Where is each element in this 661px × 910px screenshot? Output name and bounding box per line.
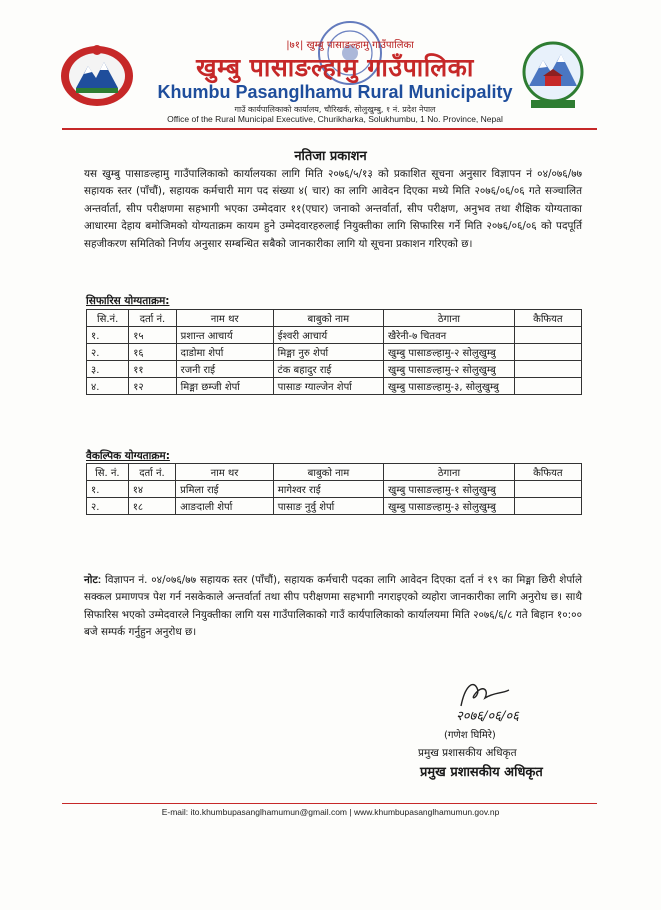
col-sn: सि.नं. bbox=[87, 310, 129, 327]
signatory-stamp: प्रमुख प्रशासकीय अधिकृत bbox=[420, 765, 543, 780]
cell-name: प्रमिला राई bbox=[176, 481, 274, 498]
col-reg: दर्ता नं. bbox=[128, 464, 175, 481]
col-name: नाम थर bbox=[176, 464, 274, 481]
cell-reg: १४ bbox=[128, 481, 175, 498]
notice-body: यस खुम्बु पासाङल्हामु गाउँपालिकाको कार्यालयका लागि मिति २०७६/५/१३ को प्रकाशित सूचना अनुसार विज्ञापन नं ०४/०७६/७७ सहायक स्तर (पाँचौं), सहायक कर्मचारी माग पद संख्या ४( चार) का लागि आवेदन दिएका मध्ये मिति २०७६/०६/०६ गते सञ्चालित अन्तर्वार्ता, सीप परीक्षणमा सहभागी भएका उम्मेदवार ११(एघार) जनाको अन्तर्वार्ता, सीप परीक्षण, अनुभव तथा शैक्षिक योग्यताका आधारमा देहाय बमोजिमको योग्यताक्रम कायम हुने उम्मेदवारहरुलाई नियुक्तीका लागि सिफारिस गर्ने मिति २०७६/०६/०६ को पदपूर्ति सहजीकरण समितिको निर्णय अनुसार सम्बन्धित सबैको जानकारीका लागि यो सूचना प्रकाशन गरिएको छ। bbox=[84, 168, 582, 250]
header-rule bbox=[62, 128, 597, 130]
cell-reg: ११ bbox=[129, 361, 176, 378]
cell-name: आङदाली शेर्पा bbox=[176, 498, 274, 515]
table-row bbox=[87, 498, 582, 515]
cell-sn: २. bbox=[87, 498, 129, 515]
cell-father: मागेश्वर राई bbox=[273, 481, 383, 498]
col-reg: दर्ता नं. bbox=[129, 310, 176, 327]
cell-address: खुम्बु पासाङल्हामु-३ सोलुखुम्बु bbox=[384, 498, 515, 515]
signature-date: २०७६/०६/०६ bbox=[456, 709, 519, 724]
cell-remarks bbox=[514, 498, 581, 515]
footer-contact: E-mail: ito.khumbupasanglhamumun@gmail.com | www.khumbupasanglhamumun.gov.np bbox=[161, 807, 500, 817]
recommended-label: सिफारिस योग्यताक्रम: bbox=[86, 295, 170, 307]
cell-reg: १८ bbox=[128, 498, 175, 515]
signatory-title: प्रमुख प्रशासकीय अधिकृत bbox=[418, 747, 517, 759]
cell-father: ईश्वरी आचार्य bbox=[273, 327, 383, 344]
table-header-row bbox=[87, 464, 582, 481]
header-top-line: |७१| खुम्बु पासाङल्हामु गाउँपालिका bbox=[286, 40, 414, 51]
cell-sn: १. bbox=[87, 481, 129, 498]
col-father: बाबुको नाम bbox=[273, 464, 383, 481]
table-header-row bbox=[87, 310, 582, 327]
footer-rule bbox=[62, 803, 597, 804]
col-address: ठेगाना bbox=[384, 464, 515, 481]
cell-reg: १२ bbox=[129, 378, 176, 395]
note-label: नोट: bbox=[84, 575, 102, 586]
table-row bbox=[87, 361, 582, 378]
municipality-name-nepali: खुम्बु पासाङल्हामु गाउँपालिका bbox=[196, 53, 474, 82]
cell-address: खैरेनी-७ चितवन bbox=[384, 327, 515, 344]
cell-sn: ४. bbox=[87, 378, 129, 395]
table-row bbox=[87, 378, 582, 395]
address-nepali: गाउँ कार्यपालिकाको कार्यालय, चौरिखर्क, सोलुखुम्बु, १ नं. प्रदेश नेपाल bbox=[234, 105, 436, 114]
cell-address: खुम्बु पासाङल्हामु-२ सोलुखुम्बु bbox=[384, 344, 515, 361]
col-remarks: कैफियत bbox=[514, 310, 581, 327]
alternate-label: वैकल्पिक योग्यताक्रम: bbox=[86, 450, 170, 462]
cell-name: प्रशान्त आचार्य bbox=[176, 327, 273, 344]
notice-title: नतिजा प्रकाशन bbox=[294, 149, 367, 164]
col-name: नाम थर bbox=[176, 310, 273, 327]
table-row bbox=[87, 327, 582, 344]
cell-address: खुम्बु पासाङल्हामु-३, सोलुखुम्बु bbox=[384, 378, 515, 395]
alternate-table bbox=[86, 463, 582, 515]
recommended-table bbox=[86, 309, 582, 395]
cell-remarks bbox=[514, 481, 581, 498]
cell-name: दाडोमा शेर्पा bbox=[176, 344, 273, 361]
cell-sn: ३. bbox=[87, 361, 129, 378]
cell-reg: १६ bbox=[129, 344, 176, 361]
nepal-emblem-icon bbox=[58, 40, 136, 110]
cell-father: पासाङ ग्याल्जेन शेर्पा bbox=[273, 378, 383, 395]
note-text: विज्ञापन नं. ०४/०७६/७७ सहायक स्तर (पाँचौं), सहायक कर्मचारी पदका लागि आवेदन दिएका दर्ता नं १९ का मिङ्मा छिरी शेर्पाले सक्कल प्रमाणपत्र पेश गर्न नसकेकाले अन्तर्वार्ता तथा सीप परीक्षणमा सहभागी नगराइएको व्यहोरा जानकारीका लागि अनुरोध छ। साथै सिफारिस भएको उम्मेदवारले नियुक्तीका लागि यस गाउँपालिकाको गाउँ कार्यपालिकाको कार्यालयमा मिति २०७६/६/८ गते बिहान १०:०० बजे सम्पर्क गर्नुहुन अनुरोध छ। bbox=[84, 574, 582, 639]
signature-icon bbox=[455, 676, 515, 710]
municipality-logo-icon bbox=[521, 40, 585, 112]
cell-sn: २. bbox=[87, 344, 129, 361]
table-row bbox=[87, 481, 582, 498]
col-sn: सि. नं. bbox=[87, 464, 129, 481]
cell-address: खुम्बु पासाङल्हामु-२ सोलुखुम्बु bbox=[384, 361, 515, 378]
cell-father: टंक बहादुर राई bbox=[273, 361, 383, 378]
municipality-name-english: Khumbu Pasanglhamu Rural Municipality bbox=[157, 82, 513, 102]
cell-remarks bbox=[514, 344, 581, 361]
note-paragraph bbox=[84, 572, 582, 642]
cell-father: मिङ्मा नुरु शेर्पा bbox=[273, 344, 383, 361]
cell-remarks bbox=[514, 327, 581, 344]
cell-father: पासाङ नुर्वु शेर्पा bbox=[273, 498, 383, 515]
signatory-name: (गणेश घिमिरे) bbox=[444, 730, 496, 741]
cell-name: रजनी राई bbox=[176, 361, 273, 378]
cell-sn: १. bbox=[87, 327, 129, 344]
cell-name: मिङ्मा छम्जी शेर्पा bbox=[176, 378, 273, 395]
cell-address: खुम्बु पासाङल्हामु-१ सोलुखुम्बु bbox=[384, 481, 515, 498]
col-address: ठेगाना bbox=[384, 310, 515, 327]
table-row bbox=[87, 344, 582, 361]
cell-remarks bbox=[514, 361, 581, 378]
col-remarks: कैफियत bbox=[514, 464, 581, 481]
address-english: Office of the Rural Municipal Executive, Churikharka, Solukhumbu, 1 No. Province, Nepal bbox=[167, 114, 503, 124]
col-father: बाबुको नाम bbox=[273, 310, 383, 327]
cell-remarks bbox=[514, 378, 581, 395]
cell-reg: १५ bbox=[129, 327, 176, 344]
